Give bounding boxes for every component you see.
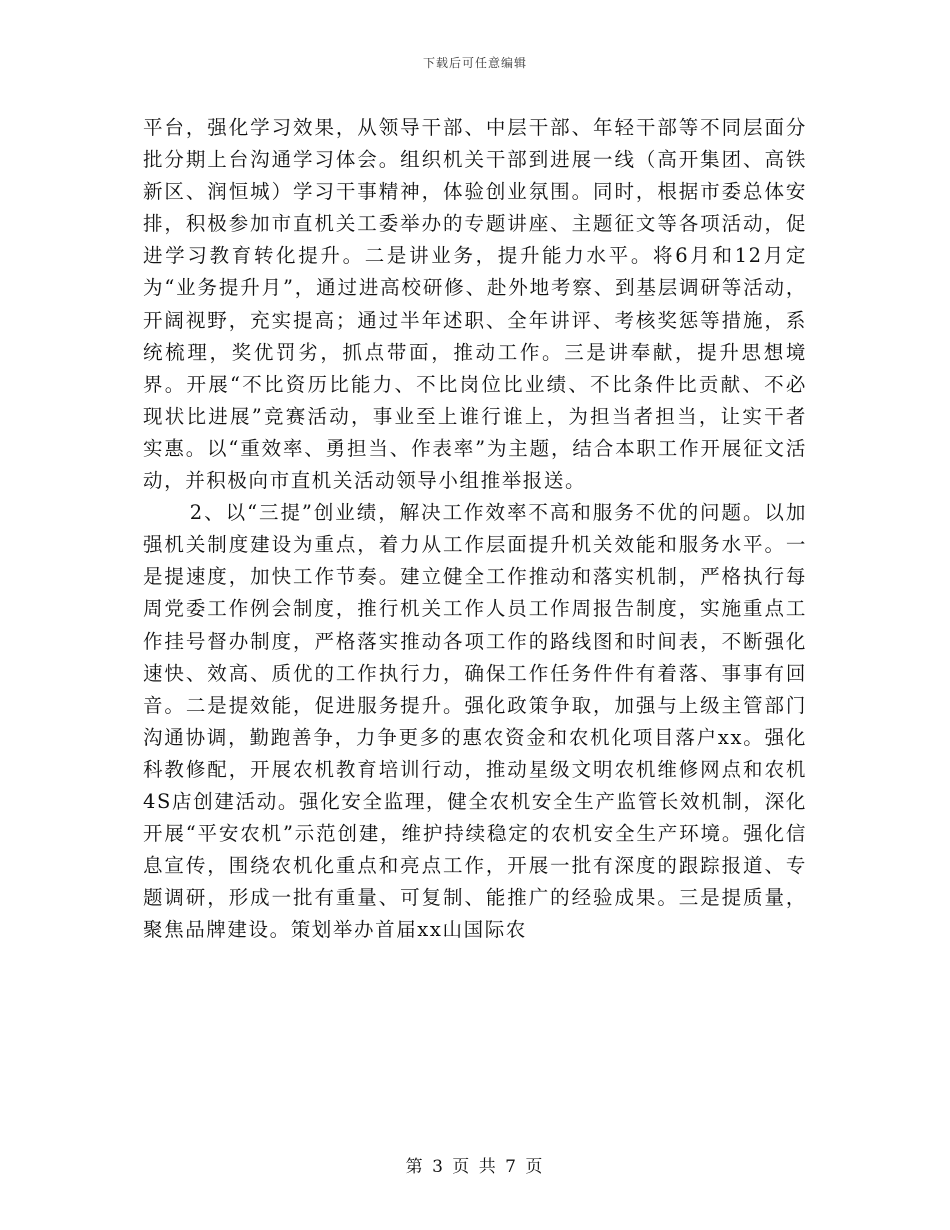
paragraph-section-2: 2、以“三提”创业绩，解决工作效率不高和服务不优的问题。以加强机关制度建设为重点，着力从工作层面提升机关效能和服务水平。一是提速度，加快工作节奏。建立健全工作推动和落实机制，严格执行每周党委工作例会制度，推行机关工作人员工作周报告制度，实施重点工作挂号督办制度，严格落实推动各项工作的路线图和时间表，不断强化速快、效高、质优的工作执行力，确保工作任务件件有着落、事事有回音。二是提效能，促进服务提升。强化政策争取，加强与上级主管部门沟通协调，勤跑善争，力争更多的惠农资金和农机化项目落户xx。强化科教修配，开展农机教育培训行动，推动星级文明农机维修网点和农机4S店创建活动。强化安全监理，健全农机安全生产监管长效机制，深化开展“平安农机”示范创建，维护持续稳定的农机安全生产环境。强化信息宣传，围绕农机化重点和亮点工作，开展一批有深度的跟踪报道、专题调研，形成一批有重量、可复制、能推广的经验成果。三是提质量，聚焦品牌建设。策划举办首届xx山国际农 xyxy=(143,501,807,942)
page-number-footer: 第 3 页 共 7 页 xyxy=(405,1157,545,1177)
page-header: 下载后可任意编辑 xyxy=(422,56,527,70)
document-body xyxy=(143,112,807,946)
paragraph-continued: 平台，强化学习效果，从领导干部、中层干部、年轻干部等不同层面分批分期上台沟通学习体会。组织机关干部到进展一线（高开集团、高铁新区、润恒城）学习干事精神，体验创业氛围。同时，根据市委总体安排，积极参加市直机关工委举办的专题讲座、主题征文等各项活动，促进学习教育转化提升。二是讲业务，提升能力水平。将6月和12月定为“业务提升月”，通过进高校研修、赴外地考察、到基层调研等活动，开阔视野，充实提高；通过半年述职、全年讲评、考核奖惩等措施，系统梳理，奖优罚劣，抓点带面，推动工作。三是讲奉献，提升思想境界。开展“不比资历比能力、不比岗位比业绩、不比条件比贡献、不必现状比进展”竞赛活动，事业至上谁行谁上，为担当者担当，让实干者实惠。以“重效率、勇担当、作表率”为主题，结合本职工作开展征文活动，并积极向市直机关活动领导小组推举报送。 xyxy=(143,116,807,493)
